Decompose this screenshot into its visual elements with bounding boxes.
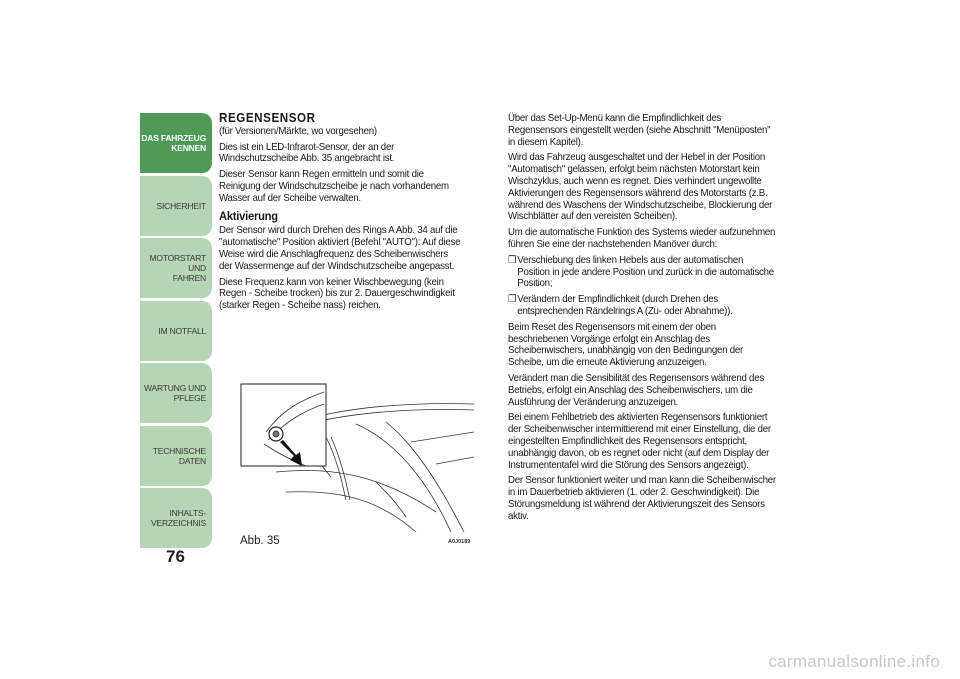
section-subtitle: (für Versionen/Märkte, wo vorgesehen) [219, 125, 377, 137]
chapter-sidebar [140, 113, 212, 551]
list-item-text: Verändern der Empfindlichkeit (durch Drehen des entsprechenden Rändelrings A (Zu- oder Abnahme)). [517, 294, 733, 317]
figure-code: A0J0189 [448, 539, 471, 545]
paragraph: Der Sensor wird durch Drehen des Rings A Abb. 34 auf die "automatische" Position aktiviert (Befehl "AUTO"): Auf diese Weise wird die Anschlagfrequenz des Scheibenwischers der Wassermenge auf der Windschutzscheibe angepasst. [219, 225, 461, 272]
tab-technische-daten[interactable]: TECHNISCHE DATEN [140, 426, 212, 486]
paragraph: Über das Set-Up-Menü kann die Empfindlichkeit des Regensensors eingestellt werden (siehe Abschnitt "Menüposten" in diesem Kapitel). [508, 113, 771, 148]
figure-rain-sensor [236, 382, 474, 532]
tab-inhaltsverzeichnis[interactable]: INHALTS- VERZEICHNIS [140, 488, 212, 548]
paragraph: Diese Frequenz kann von keiner Wischbewegung (kein Regen - Scheibe trocken) bis zur 2. Dauergeschwindigkeit (starker Regen - Scheibe nass) reichen. [219, 276, 455, 312]
list-item-text: Verschiebung des linken Hebels aus der automatischen Position in jede andere Position und zurück in die automatische Position; [517, 254, 774, 290]
checkbox-bullet-icon: ❒ [508, 254, 517, 266]
car-windshield-illustration [236, 382, 474, 532]
list-item [508, 255, 778, 290]
paragraph: Beim Reset des Regensensors mit einem der oben beschriebenen Vorgänge erfolgt ein Anschlag des Scheibenwischers, unabhängig von den Bedingungen der Scheibe, um die erneute Aktivierung anzuzeigen. [508, 321, 744, 369]
tab-das-fahrzeug-kennen[interactable]: DAS FAHRZEUG KENNEN [140, 113, 212, 173]
paragraph: Dies ist ein LED-Infrarot-Sensor, der an der Windschutzscheibe Abb. 35 angebracht ist. [219, 141, 395, 165]
page-number: 76 [166, 547, 185, 566]
paragraph: Der Sensor funktioniert weiter und man kann die Scheibenwischer in im Dauerbetrieb aktivieren (1. oder 2. Geschwindigkeit). Die Störungsmeldung ist während der Aktivierungszeit des Sensors aktiv. [508, 475, 776, 522]
subheading-aktivierung: Aktivierung [219, 208, 278, 223]
checkbox-bullet-icon: ❒ [508, 294, 517, 306]
figure-caption: Abb. 35 [240, 535, 280, 547]
paragraph: Verändert man die Sensibilität des Regensensors während des Betriebs, erfolgt ein Anschlag des Scheibenwischers, um die Ausführung der Veränderung anzuzeigen. [508, 372, 764, 408]
section-heading: REGENSENSOR [219, 111, 316, 125]
tab-im-notfall[interactable]: IM NOTFALL [140, 301, 212, 361]
paragraph: Bei einem Fehlbetrieb des aktivierten Regensensors funktioniert der Scheibenwischer intermittierend mit einer Einstellung, die der eingestellten Empfindlichkeit des Regensensors entspricht, unabhängig davon, ob es regnet oder nicht (auf dem Display der Instrumententafel wird die Störung des Sensors angezeigt). [508, 412, 771, 471]
tab-motorstart-und-fahren[interactable]: MOTORSTART UND FAHREN [140, 238, 212, 298]
right-text-column [508, 113, 778, 527]
watermark: carmanualsonline.info [768, 652, 940, 671]
paragraph: Um die automatische Funktion des Systems wieder aufzunehmen führen Sie eine der nachstehenden Manöver durch: [508, 227, 776, 250]
paragraph: Wird das Fahrzeug ausgeschaltet und der Hebel in der Position "Automatisch" gelassen, erfolgt beim nächsten Motorstart kein Wischzyklus, auch wenn es regnet. Dies verhindert ungewollte Aktivierungen des Regensensors während des Motorstarts (z.B. während des Waschens der Windschutzscheibe, Blockierung der Wischblätter auf den vereisten Scheiben). [508, 152, 773, 223]
tab-wartung-und-pflege[interactable]: WARTUNG UND PFLEGE [140, 363, 212, 423]
tab-sicherheit[interactable]: SICHERHEIT [140, 176, 212, 236]
left-text-column [219, 113, 463, 316]
list-item [508, 294, 778, 318]
paragraph: Dieser Sensor kann Regen ermitteln und somit die Reinigung der Windschutzscheibe je nach vorhandenem Wasser auf der Scheibe verwalten. [219, 169, 449, 204]
